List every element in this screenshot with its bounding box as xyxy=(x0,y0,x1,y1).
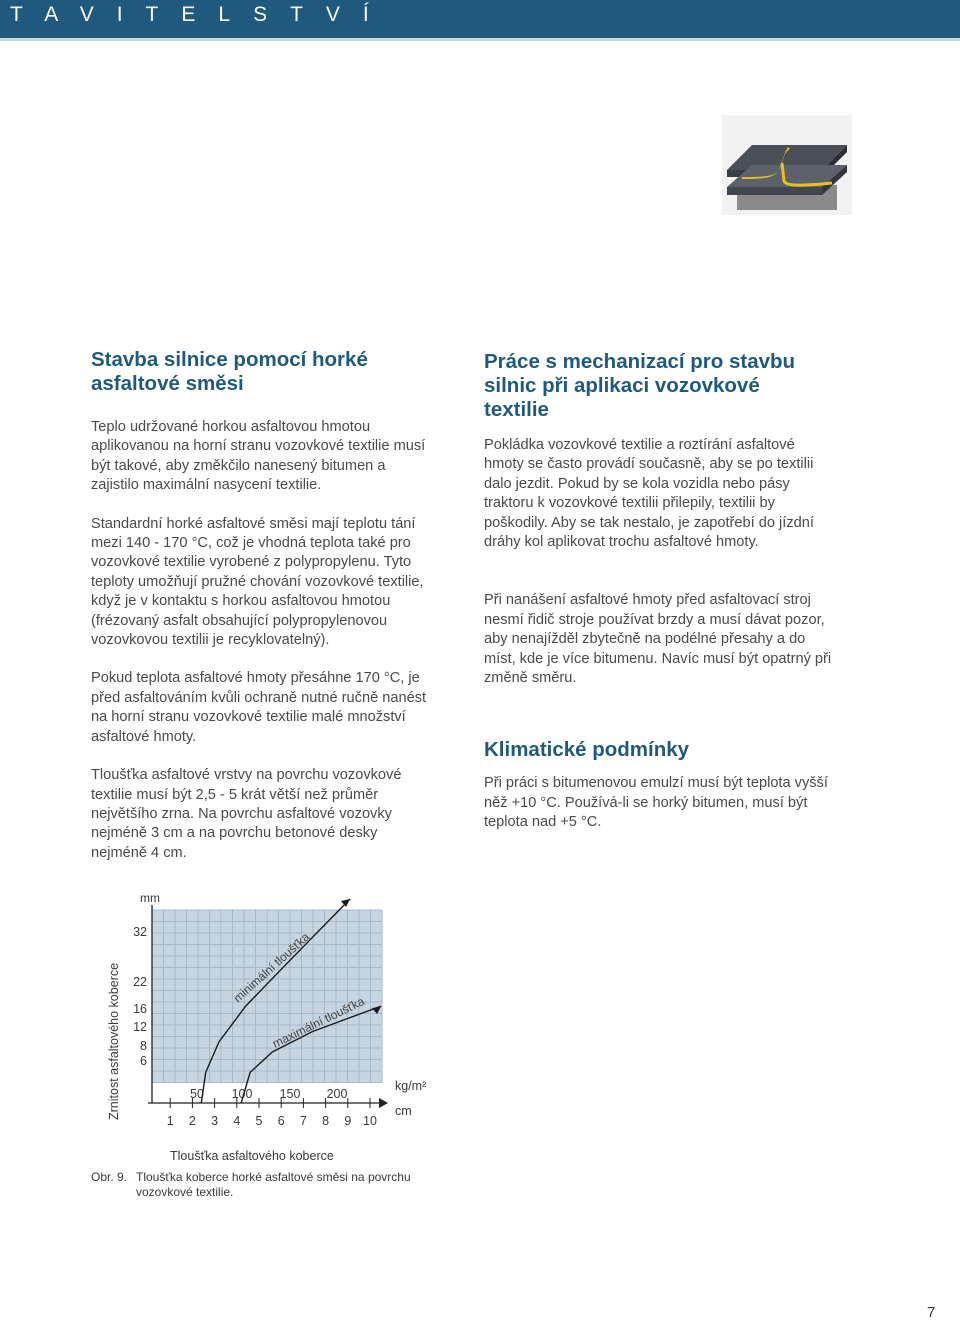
paragraph: Pokládka vozovkové textilie a roztírání asfaltové hmoty se často provádí současně, aby se po textilii dalo jezdit. Pokud by se kola vozidla nebo pásy traktoru k vozovkové textilii přilepily, textilii by poškodily. Aby se tak nestalo, je zapotřebí do jízdní dráhy kol aplikovat trochu asfaltové hmoty. xyxy=(484,437,814,551)
x-axis-label: Tloušťka asfaltového koberce xyxy=(170,1149,334,1163)
paragraph: Při práci s bitumenovou emulzí musí být teplota vyšší něž +10 °C. Používá-li se horký bitumen, musí být teplota nad +5 °C. xyxy=(484,775,828,831)
caption-number: Obr. 9. xyxy=(91,1170,128,1184)
x-tick-label-top: 100 xyxy=(231,1087,253,1101)
y-tick-label: 32 xyxy=(133,925,147,939)
series-label: minimální tloušťka xyxy=(230,929,313,1006)
x-tick-label-bottom: 8 xyxy=(322,1114,330,1128)
x-axis-unit-top: kg/m² xyxy=(395,1079,427,1093)
y-axis-unit: mm xyxy=(140,891,160,905)
x-tick-label-bottom: 3 xyxy=(211,1114,219,1128)
header-title: TAVITELSTVÍ xyxy=(10,3,392,26)
x-tick-label-bottom: 2 xyxy=(188,1114,196,1128)
x-tick-label-top: 150 xyxy=(279,1087,301,1101)
section-heading: Stavba silnice pomocí horké asfaltové směsi xyxy=(91,348,368,395)
caption-text: Tloušťka koberce horké asfaltové směsi na povrchu vozovkové textilie. xyxy=(136,1170,411,1199)
paragraph: Tloušťka asfaltové vrstvy na povrchu vozovkové textilie musí být 2,5 - 5 krát větší než průměr největšího zrna. Na povrchu asfaltové vozovky nejméně 3 cm a na povrchu betonové desky nejméně 4 cm. xyxy=(91,767,402,861)
y-tick-label: 6 xyxy=(140,1054,147,1068)
section-heading: Práce s mechanizací pro stavbu silnic při aplikaci vozovkové textilie xyxy=(484,350,796,421)
paragraph: Standardní horké asfaltové směsi mají teplotu tání mezi 140 - 170 °C, což je vhodná teplota také pro vozovkové textilie vyrobené z polypropylenu. Tyto teploty umožňují pružné chování vozovkové textilie, když je v kontaktu s horkou asfaltovou hmotou (frézovaný asfalt obsahující polypropylenovou vozovkovou textilii je recyklovatelný). xyxy=(91,515,424,649)
page-number: 7 xyxy=(927,1304,936,1321)
section-heading: Klimatické podmínky xyxy=(484,738,690,762)
thickness-chart xyxy=(100,885,460,1165)
x-tick-label-bottom: 4 xyxy=(233,1114,241,1128)
x-tick-label-bottom: 9 xyxy=(344,1114,352,1128)
x-tick-label-bottom: 6 xyxy=(277,1114,285,1128)
x-tick-label-bottom: 5 xyxy=(255,1114,263,1128)
y-tick-label: 16 xyxy=(133,1002,147,1016)
x-tick-label-top: 50 xyxy=(190,1087,204,1101)
x-tick-label-bottom: 7 xyxy=(299,1114,307,1128)
paragraph: Při nanášení asfaltové hmoty před asfaltovací stroj nesmí řidič stroje používat brzdy a musí dávat pozor, aby nenajížděl zbytečně na podélné přesahy a do míst, kde je více bitumenu. Navíc musí být opatrný při změně směru. xyxy=(484,592,832,687)
paragraph: Pokud teplota asfaltové hmoty přesáhne 170 °C, je před asfaltováním kvůli ochraně nutné ručně nanést na horní stranu vozovkové textilie malé množství asfaltové hmoty. xyxy=(91,670,427,745)
right-column xyxy=(484,350,834,833)
y-tick-label: 8 xyxy=(140,1039,147,1053)
paragraph: Teplo udržované horkou asfaltovou hmotou aplikovanou na horní stranu vozovkové textilie musí být takové, aby změkčilo nanesený bitumen a zajistilo maximální nasycení textilie. xyxy=(91,419,426,494)
y-tick-label: 12 xyxy=(133,1020,147,1034)
geotextile-layers-icon xyxy=(722,115,852,215)
y-tick-label: 22 xyxy=(133,975,147,989)
x-axis-arrow xyxy=(379,1098,388,1108)
left-column xyxy=(91,348,431,863)
x-tick-label-bottom: 10 xyxy=(363,1114,377,1128)
x-tick-label-top: 200 xyxy=(326,1087,348,1101)
x-axis-unit-bottom: cm xyxy=(395,1104,412,1118)
header-bar xyxy=(0,0,960,41)
x-tick-label-bottom: 1 xyxy=(166,1114,174,1128)
y-axis-label: Zrnitost asfaltového koberce xyxy=(107,962,121,1120)
series-label: maximální tloušťka xyxy=(270,994,367,1051)
